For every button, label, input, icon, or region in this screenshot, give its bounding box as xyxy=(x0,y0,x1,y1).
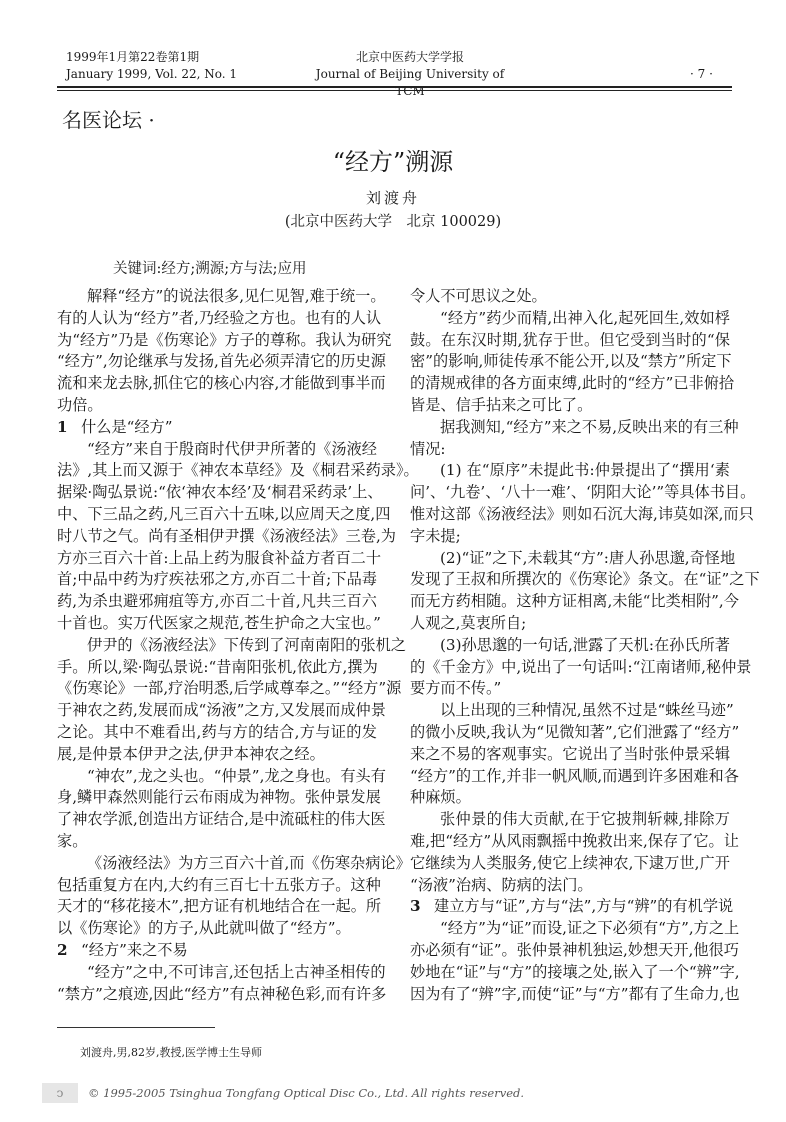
paragraph-line: 手。所以,梁·陶弘景说:“昔南阳张机,依此方,撰为 xyxy=(57,657,378,676)
section-label: 名医论坛 · xyxy=(62,108,155,132)
paragraph-line: “神农”,龙之头也。“仲景”,龙之身也。有头有 xyxy=(87,766,386,785)
section-number: 2 xyxy=(57,940,68,959)
paragraph-line: “禁方”之痕迹,因此“经方”有点神秘色彩,而有许多 xyxy=(57,984,387,1003)
paragraph-line: 身,鳞甲森然则能行云布雨成为神物。张仲景发展 xyxy=(57,788,381,807)
paragraph-line: 字未提; xyxy=(410,526,461,545)
paragraph-line: 以上出现的三种情况,虽然不过是“蛛丝马迹” xyxy=(440,701,734,720)
journal-name xyxy=(300,49,520,100)
cnki-logo-icon: ↄ xyxy=(42,1083,78,1103)
paragraph-line: 伊尹的《汤液经法》下传到了河南南阳的张机之 xyxy=(87,635,406,654)
journal-cn: 北京中医药大学学报 xyxy=(355,50,464,64)
paragraph-line: 十首也。实万代医家之规范,苍生护命之大宝也。” xyxy=(57,613,381,632)
paragraph-line: 的《千金方》中,说出了一句话叫:“江南诸师,秘仲景 xyxy=(410,657,752,676)
paragraph-line: 的微小反映,我认为“见微知著”,它们泄露了“经方” xyxy=(410,722,740,741)
paragraph-line: “经方”的工作,并非一帆风顺,而遇到许多困难和各 xyxy=(410,766,739,785)
paragraph-line: 密”的影响,师徒传承不能公开,以及“禁方”所定下 xyxy=(410,352,732,371)
paragraph-line: “汤液”治病、防病的法门。 xyxy=(410,875,593,894)
paragraph-line: 鼓。在东汉时期,犹存于世。但它受到当时的“保 xyxy=(410,330,730,349)
section-heading xyxy=(57,940,377,962)
paragraph-line: 种麻烦。 xyxy=(410,788,471,807)
paragraph-line: 以《伤寒论》的方子,从此就叫做了“经方”。 xyxy=(57,919,351,938)
copyright-notice: © 1995-2005 Tsinghua Tongfang Optical Disc Co., Ltd. All rights reserved. xyxy=(88,1086,525,1100)
paragraph-line: 展,是仲景本伊尹之法,伊尹本神农之经。 xyxy=(57,744,325,763)
author: 刘渡舟 xyxy=(365,189,420,207)
section-heading xyxy=(410,896,734,918)
keywords: 关键词:经方;溯源;方与法;应用 xyxy=(113,261,307,277)
journal-en: Journal of Beijing University of TCM xyxy=(315,67,505,98)
paragraph-line: 解释“经方”的说法很多,见仁见智,难于统一。 xyxy=(87,287,386,305)
paragraph-line: 《伤寒论》一部,疗治明悉,后学咸尊奉之。”“经方”源 xyxy=(57,679,402,698)
paragraph-line: 它继续为人类服务,使它上续神农,下逮万世,广开 xyxy=(410,853,730,872)
issue-cn: 1999年1月第22卷第1期 xyxy=(66,50,200,64)
paragraph-line: 流和来龙去脉,抓住它的核心内容,才能做到事半而 xyxy=(57,374,386,393)
header-rule-thin xyxy=(57,90,732,91)
right-column xyxy=(410,286,760,1005)
paragraph-line: 《汤液经法》为方三百六十首,而《伤寒杂病论》 xyxy=(87,853,411,872)
paragraph-line: 亦必须有“证”。张仲景神机独运,妙想天开,他很巧 xyxy=(410,940,739,959)
issue-en: January 1999, Vol. 22, No. 1 xyxy=(66,67,238,81)
paragraph-line: 法》,其上而又源于《神农本草经》及《桐君采药录》。 xyxy=(57,461,419,480)
section-heading xyxy=(57,417,377,439)
page-number: · 7 · xyxy=(690,67,713,81)
paragraph-line: 难,把“经方”从风雨飘摇中挽救出来,保存了它。让 xyxy=(410,831,739,850)
paragraph-line: 时八节之气。尚有圣相伊尹撰《汤液经法》三卷,为 xyxy=(57,526,396,545)
paragraph-line: (3)孙思邈的一句话,泄露了天机:在孙氏所著 xyxy=(440,635,730,654)
left-column xyxy=(57,286,419,1005)
section-number: 1 xyxy=(57,417,68,436)
paragraph-line: (1) 在“原序”未提此书:仲景提出了“撰用‘素 xyxy=(440,461,730,480)
paragraph-line: 妙地在“证”与“方”的接壤之处,嵌入了一个“辨”字, xyxy=(410,962,740,981)
paragraph-line: 之论。其中不难看出,药与方的结合,方与证的发 xyxy=(57,722,377,741)
paragraph-line: 中、下三品之药,凡三百六十五味,以应周天之度,四 xyxy=(57,504,391,523)
paragraph-line: “经方”为“证”而设,证之下必须有“方”,方之上 xyxy=(440,919,740,938)
paragraph-line: 有的人认为“经方”者,乃经验之方也。也有的人认 xyxy=(57,308,382,327)
paragraph-line: 张仲景的伟大贡献,在于它披荆斩棘,排除万 xyxy=(440,810,730,829)
author-footnote: 刘渡舟,男,82岁,教授,医学博士生导师 xyxy=(80,1046,262,1059)
paragraph-line: 包括重复方在内,大约有三百七十五张方子。这种 xyxy=(57,875,381,894)
paragraph-line: “经方”来自于殷商时代伊尹所著的《汤液经 xyxy=(87,439,377,458)
affiliation: (北京中医药大学 北京 100029) xyxy=(284,214,502,230)
paragraph-line: 家。 xyxy=(57,831,88,850)
article-title: “经方”溯源 xyxy=(332,148,454,176)
paragraph-line: 因为有了“辨”字,而使“证”与“方”都有了生命力,也 xyxy=(410,984,740,1003)
section-number: 3 xyxy=(410,897,421,916)
paragraph-line: 于神农之药,发展而成“汤液”之方,又发展而成仲景 xyxy=(57,701,386,720)
paragraph-line: 据梁·陶弘景说:“依‘神农本经’及‘桐君采药录’上、 xyxy=(57,483,383,502)
issue-info xyxy=(66,49,237,83)
section-heading-text: 什么是“经方” xyxy=(81,417,173,436)
paragraph-line: 皆是、信手拈来之可比了。 xyxy=(410,395,593,414)
paragraph-line: 要方而不传。” xyxy=(410,679,502,698)
footnote-rule xyxy=(57,1027,215,1028)
paragraph-line: 天才的“移花接木”,把方证有机地结合在一起。所 xyxy=(57,897,382,916)
paragraph-line: “经方”之中,不可讳言,还包括上古神圣相传的 xyxy=(87,962,386,981)
paragraph-line: 了神农学派,创造出方证结合,是中流砥柱的伟大医 xyxy=(57,810,386,829)
paragraph-line: 情况: xyxy=(410,439,446,458)
paragraph-line: 的清规戒律的各方面束缚,此时的“经方”已非俯拾 xyxy=(410,374,735,393)
paragraph-line: 据我测知,“经方”来之不易,反映出来的有三种 xyxy=(440,417,739,436)
header-rule xyxy=(57,86,732,88)
paragraph-line: “经方”,勿论继承与发扬,首先必须弄清它的历史源 xyxy=(57,352,386,371)
paragraph-line: 来之不易的客观事实。它说出了当时张仲景采辑 xyxy=(410,744,730,763)
paragraph-line: 功倍。 xyxy=(57,395,103,414)
paragraph-line: 药,为杀虫避邪痈疽等方,亦百二十首,凡共三百六 xyxy=(57,592,377,611)
paragraph-line: 人观之,莫衷所自; xyxy=(410,613,527,632)
paragraph-line: 方亦三百六十首:上品上药为服食补益方者百二十 xyxy=(57,548,382,567)
paragraph-line: 发现了王叔和所撰次的《伤寒论》条文。在“证”之下 xyxy=(410,570,760,589)
paragraph-line: 令人不可思议之处。 xyxy=(410,287,547,305)
paragraph-line: 为“经方”乃是《伤寒论》方子的尊称。我认为研究 xyxy=(57,330,392,349)
paragraph-line: (2)“证”之下,未载其“方”:唐人孙思邈,奇怪地 xyxy=(440,548,736,567)
paragraph-line: 而无方药相随。这种方证相离,未能“比类相附”,今 xyxy=(410,592,739,611)
paragraph-line: “经方”药少而精,出神入化,起死回生,效如桴 xyxy=(440,308,730,327)
section-heading-text: “经方”来之不易 xyxy=(81,940,188,959)
paragraph-line: 问’、‘九卷’、‘八十一难’、‘阴阳大论’”等具体书目。 xyxy=(410,483,756,502)
paragraph-line: 惟对这部《汤液经法》则如石沉大海,讳莫如深,而只 xyxy=(410,504,754,523)
section-heading-text: 建立方与“证”,方与“法”,方与“辨”的有机学说 xyxy=(434,897,734,916)
paragraph-line: 首;中品中药为疗疾祛邪之方,亦百二十首;下品毒 xyxy=(57,570,377,589)
